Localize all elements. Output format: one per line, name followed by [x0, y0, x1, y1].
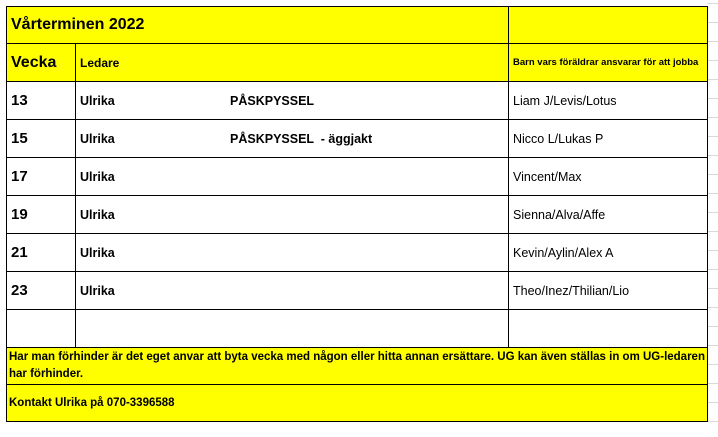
table-row: [7, 196, 708, 234]
leader-cell[interactable]: [76, 120, 509, 158]
table-row: [7, 158, 708, 196]
week-cell[interactable]: 15: [7, 120, 76, 158]
leader-name: Ulrika: [80, 93, 115, 108]
children-cell[interactable]: Vincent/Max: [509, 158, 708, 196]
children-cell[interactable]: Sienna/Alva/Affe: [509, 196, 708, 234]
activity-text: PÅSKPYSSEL: [230, 93, 315, 108]
leader-cell[interactable]: [76, 234, 509, 272]
leader-name: Ulrika: [80, 207, 115, 222]
week-cell[interactable]: 13: [7, 82, 76, 120]
leader-cell[interactable]: [76, 272, 509, 310]
week-cell[interactable]: 23: [7, 272, 76, 310]
week-cell[interactable]: 21: [7, 234, 76, 272]
title-empty-cell[interactable]: [509, 7, 708, 44]
leader-cell[interactable]: [76, 310, 509, 348]
week-cell[interactable]: 17: [7, 158, 76, 196]
table-row: [7, 82, 708, 120]
leader-cell[interactable]: [76, 158, 509, 196]
children-cell[interactable]: Theo/Inez/Thilian/Lio: [509, 272, 708, 310]
leader-cell[interactable]: [76, 82, 509, 120]
table-row: [7, 272, 708, 310]
sheet-title[interactable]: Vårterminen 2022: [7, 7, 509, 44]
leader-name: Ulrika: [80, 283, 115, 298]
table-row: [7, 234, 708, 272]
header-leader[interactable]: Ledare: [76, 44, 509, 82]
leader-name: Ulrika: [80, 245, 115, 260]
children-cell[interactable]: Kevin/Aylin/Alex A: [509, 234, 708, 272]
activity-text: PÅSKPYSSEL - äggjakt: [230, 131, 373, 146]
children-cell[interactable]: [509, 310, 708, 348]
info-note[interactable]: Har man förhinder är det eget anvar att byta vecka med någon eller hitta annan ersättare. UG kan även ställas in om UG-ledaren har förhinder.: [7, 348, 708, 385]
children-cell[interactable]: Liam J/Levis/Lotus: [509, 82, 708, 120]
leader-cell[interactable]: [76, 196, 509, 234]
week-cell[interactable]: [7, 310, 76, 348]
leader-name: Ulrika: [80, 169, 115, 184]
schedule-table: [6, 6, 708, 422]
sheet-gridlines: [707, 0, 718, 437]
header-children[interactable]: Barn vars föräldrar ansvarar för att jobba: [509, 44, 708, 82]
leader-name: Ulrika: [80, 131, 115, 146]
children-cell[interactable]: Nicco L/Lukas P: [509, 120, 708, 158]
contact-info[interactable]: Kontakt Ulrika på 070-3396588: [7, 385, 708, 422]
week-cell[interactable]: 19: [7, 196, 76, 234]
table-row-empty: [7, 310, 708, 348]
table-row: [7, 120, 708, 158]
header-week[interactable]: Vecka: [7, 44, 76, 82]
